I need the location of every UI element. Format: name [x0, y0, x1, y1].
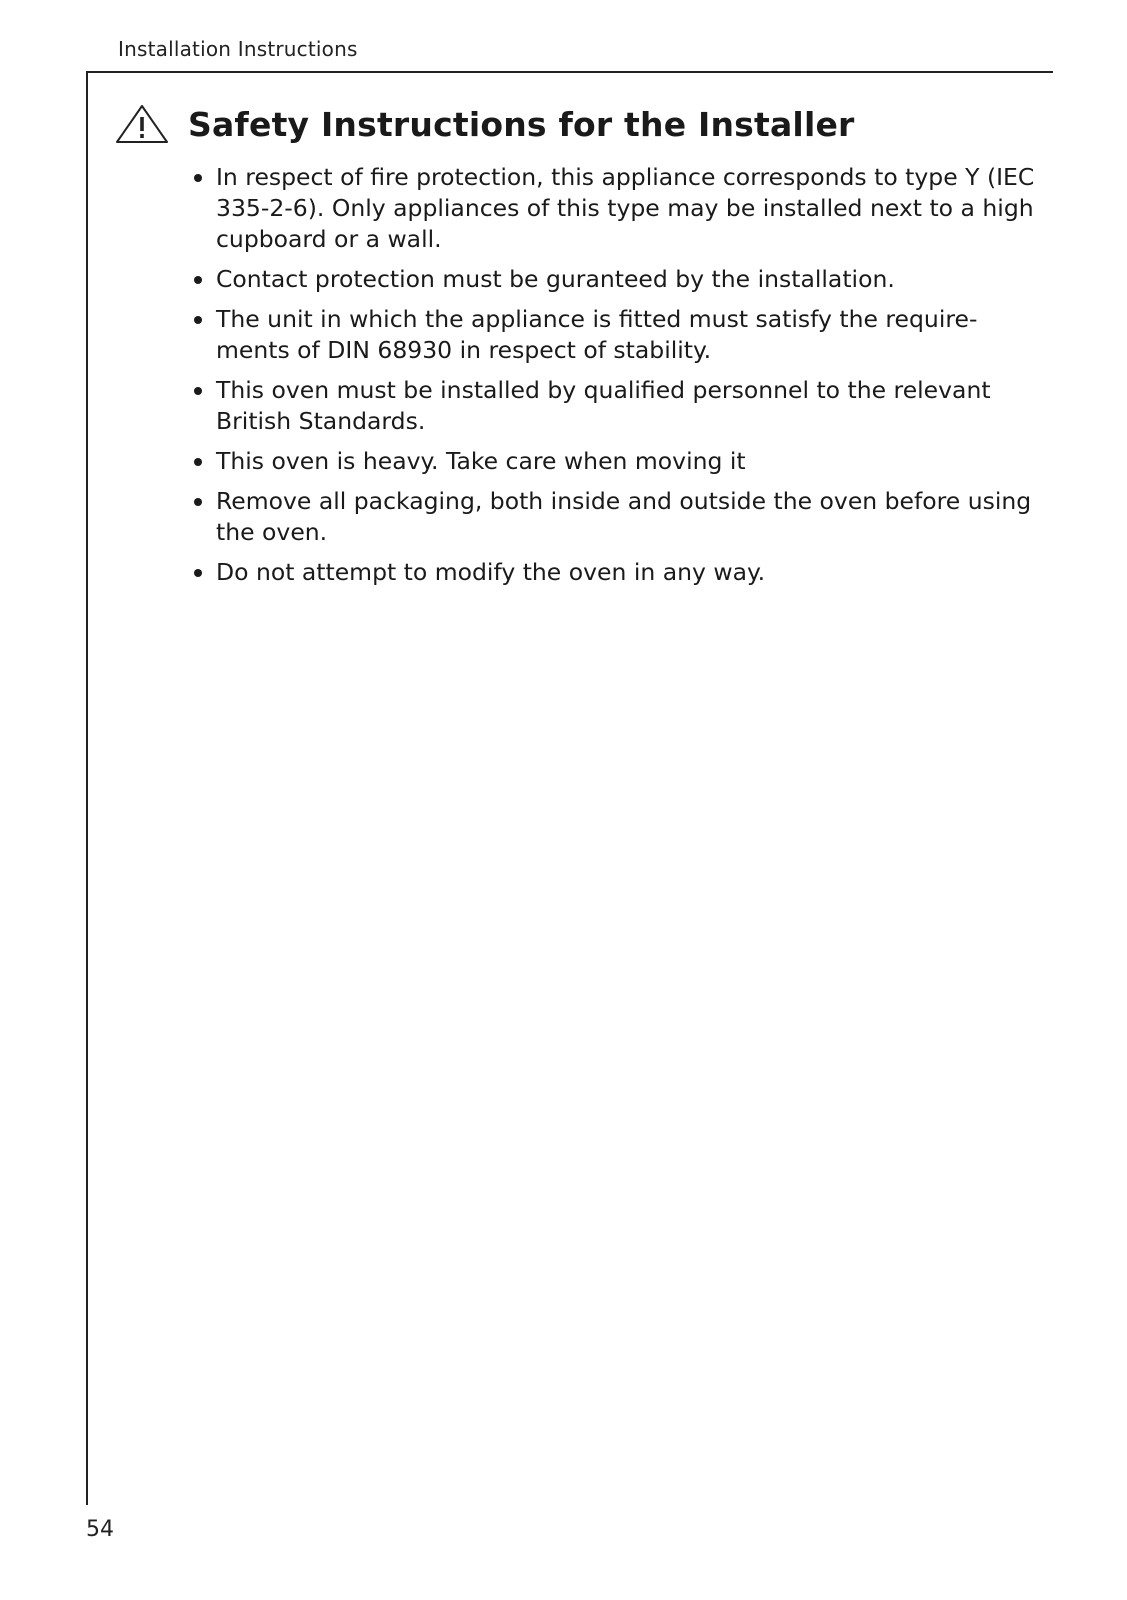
- running-header: Installation Instructions: [118, 37, 358, 61]
- margin-rule: [86, 71, 88, 1505]
- bullet-icon: [194, 316, 202, 324]
- section-title: Safety Instructions for the Installer: [188, 104, 855, 144]
- section-heading: [114, 103, 855, 145]
- list-item: [192, 375, 1037, 437]
- bullet-icon: [194, 276, 202, 284]
- list-item: [192, 264, 1037, 295]
- list-item-text: The unit in which the appliance is fitted must satisfy the require-ments of DIN 68930 in respect of stability.: [216, 305, 978, 364]
- safety-instructions-list: [192, 162, 1037, 597]
- bullet-icon: [194, 498, 202, 506]
- bullet-icon: [194, 569, 202, 577]
- list-item: [192, 162, 1037, 255]
- page-number: 54: [86, 1517, 114, 1542]
- warning-triangle-icon: [114, 103, 170, 145]
- list-item: [192, 304, 1037, 366]
- list-item-text: This oven must be installed by qualified personnel to the relevant British Standards.: [216, 376, 991, 435]
- list-item: [192, 557, 1037, 588]
- list-item-text: In respect of fire protection, this appliance corresponds to type Y (IEC 335-2-6). Only appliances of this type may be installed next to a high cupboard or a wall.: [216, 163, 1035, 253]
- list-item-text: Remove all packaging, both inside and outside the oven before using the oven.: [216, 487, 1032, 546]
- bullet-icon: [194, 387, 202, 395]
- bullet-icon: [194, 174, 202, 182]
- bullet-icon: [194, 458, 202, 466]
- list-item-text: Do not attempt to modify the oven in any way.: [216, 558, 766, 586]
- list-item-text: Contact protection must be guranteed by the installation.: [216, 265, 895, 293]
- header-rule: [86, 71, 1053, 73]
- list-item-text: This oven is heavy. Take care when moving it: [216, 447, 746, 475]
- list-item: [192, 486, 1037, 548]
- list-item: [192, 446, 1037, 477]
